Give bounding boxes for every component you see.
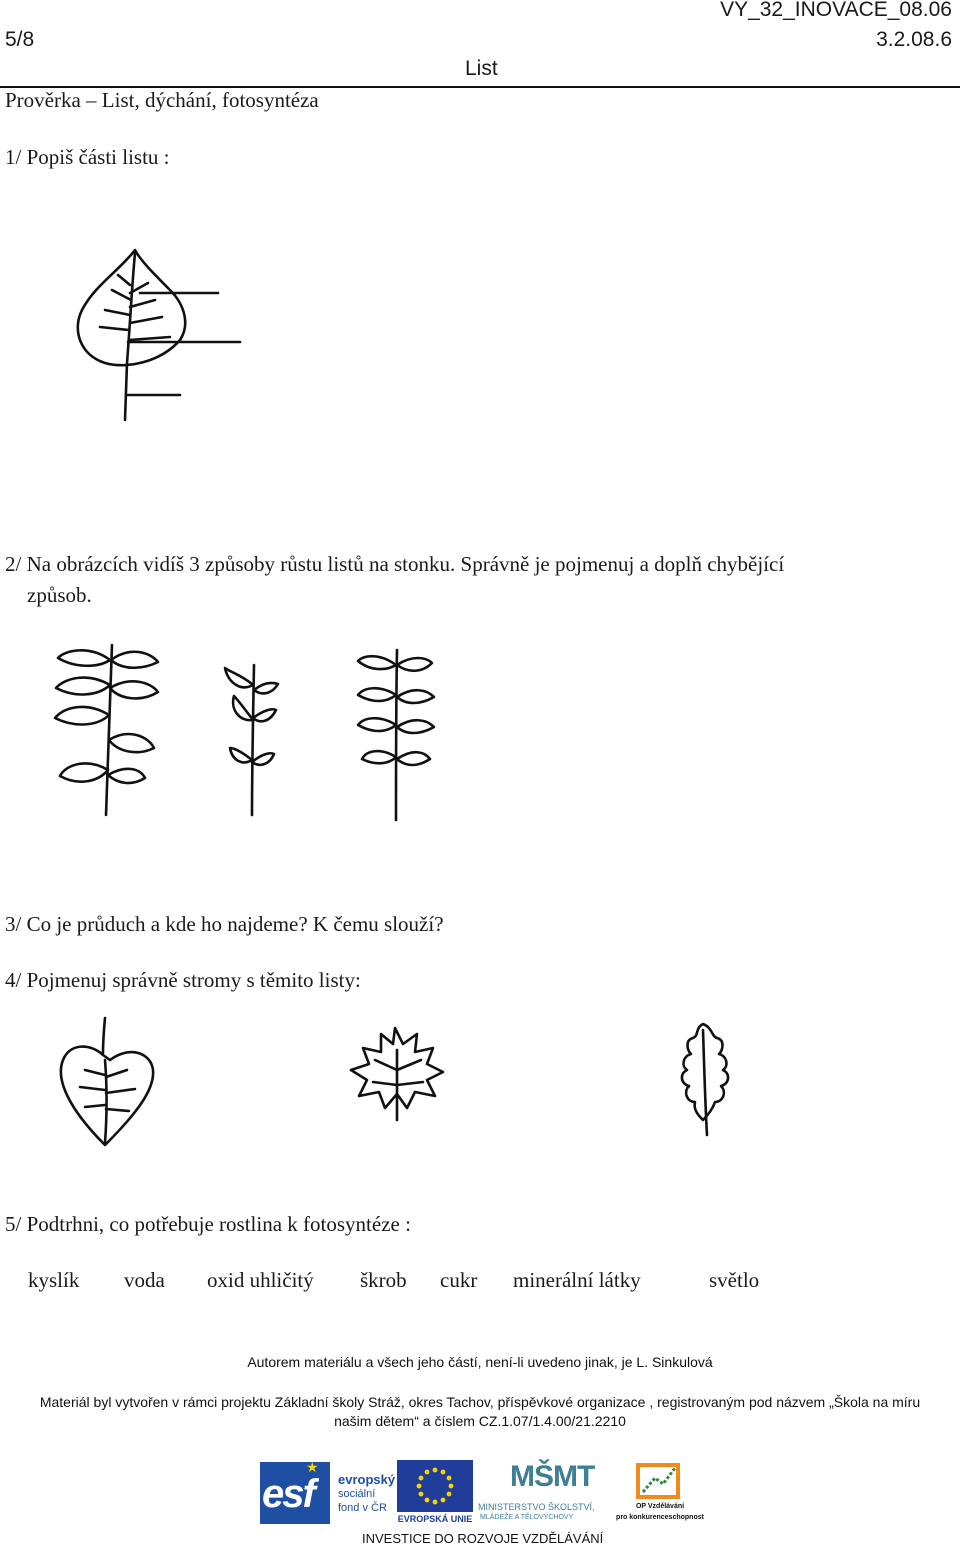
msmt-logo bbox=[478, 1460, 610, 1526]
header-code-line1: VY_32_INOVACE_08.06 bbox=[720, 0, 952, 21]
header-code-line2: 3.2.08.6 bbox=[876, 28, 952, 51]
esf-logo bbox=[260, 1458, 396, 1528]
esf-letters: esf bbox=[262, 1472, 314, 1516]
leaf-parts-diagram bbox=[70, 245, 250, 425]
leaf-vein bbox=[100, 275, 170, 340]
msmt-letters: MŠMT bbox=[510, 1460, 595, 1493]
question-1: 1/ Popiš části listu : bbox=[5, 145, 170, 169]
question-4: 4/ Pojmenuj správně stromy s těmito listy: bbox=[5, 968, 361, 992]
question-2-line1: 2/ Na obrázcích vidíš 3 způsoby růstu listů na stonku. Správně je pojmenuj a doplň chybějící bbox=[5, 552, 785, 576]
option-svetlo[interactable]: světlo bbox=[709, 1268, 760, 1292]
oak-leaf-drawing bbox=[665, 1020, 745, 1140]
star-icon: ★ bbox=[306, 1461, 319, 1476]
option-kyslik[interactable]: kyslík bbox=[28, 1268, 80, 1292]
msmt-text-1: MINISTERSTVO ŠKOLSTVÍ, bbox=[478, 1502, 595, 1512]
esf-text-3: fond v ČR bbox=[338, 1502, 387, 1514]
msmt-text-2: MLÁDEŽE A TĚLOVÝCHOVY bbox=[480, 1514, 574, 1521]
stem-opposite-drawing bbox=[220, 660, 290, 820]
footer-author: Autorem materiálu a všech jeho částí, není-li uvedeno jinak, je L. Sinkulová bbox=[247, 1354, 713, 1370]
eu-logo bbox=[397, 1460, 473, 1526]
esf-text-1: evropský bbox=[338, 1472, 396, 1487]
question-3: 3/ Co je průduch a kde ho najdeme? K čemu slouží? bbox=[5, 912, 444, 936]
header-topic: List bbox=[465, 57, 498, 80]
op-text-1: OP Vzdělávání bbox=[635, 1503, 685, 1510]
invest-slogan: INVESTICE DO ROZVOJE VZDĚLÁVÁNÍ bbox=[362, 1531, 604, 1546]
op-emblem-icon bbox=[635, 1462, 681, 1500]
question-5: 5/ Podtrhni, co potřebuje rostlina k fotosyntéze : bbox=[5, 1212, 411, 1236]
eu-stars-icon bbox=[397, 1460, 473, 1512]
maple-leaf-drawing bbox=[345, 1020, 455, 1130]
option-cukr[interactable]: cukr bbox=[440, 1268, 478, 1292]
option-mineralni-latky[interactable]: minerální látky bbox=[513, 1268, 641, 1292]
option-skrob[interactable]: škrob bbox=[360, 1268, 407, 1292]
stem-whorled-drawing bbox=[350, 645, 450, 825]
esf-text-2: sociální bbox=[338, 1488, 376, 1500]
option-oxid-uhlicity[interactable]: oxid uhličitý bbox=[207, 1268, 314, 1292]
option-voda[interactable]: voda bbox=[124, 1268, 165, 1292]
header-page-number: 5/8 bbox=[5, 28, 35, 51]
footer-project-line2: našim dětem“ a číslem CZ.1.07/1.4.00/21.2210 bbox=[334, 1413, 626, 1429]
question-2-line2: způsob. bbox=[27, 583, 92, 607]
eu-text: EVROPSKÁ UNIE bbox=[397, 1514, 473, 1524]
page-title: Prověrka – List, dýchání, fotosyntéza bbox=[5, 88, 319, 112]
linden-leaf-drawing bbox=[55, 1015, 165, 1155]
stem-alternate-drawing bbox=[50, 640, 170, 820]
op-logo bbox=[615, 1460, 705, 1526]
footer-project-line1: Materiál byl vytvořen v rámci projektu Základní školy Stráž, okres Tachov, příspěvkové organizace , registrovaným pod názvem „Škola na míru bbox=[39, 1394, 921, 1410]
op-text-2: pro konkurenceschopnost bbox=[616, 1514, 704, 1521]
